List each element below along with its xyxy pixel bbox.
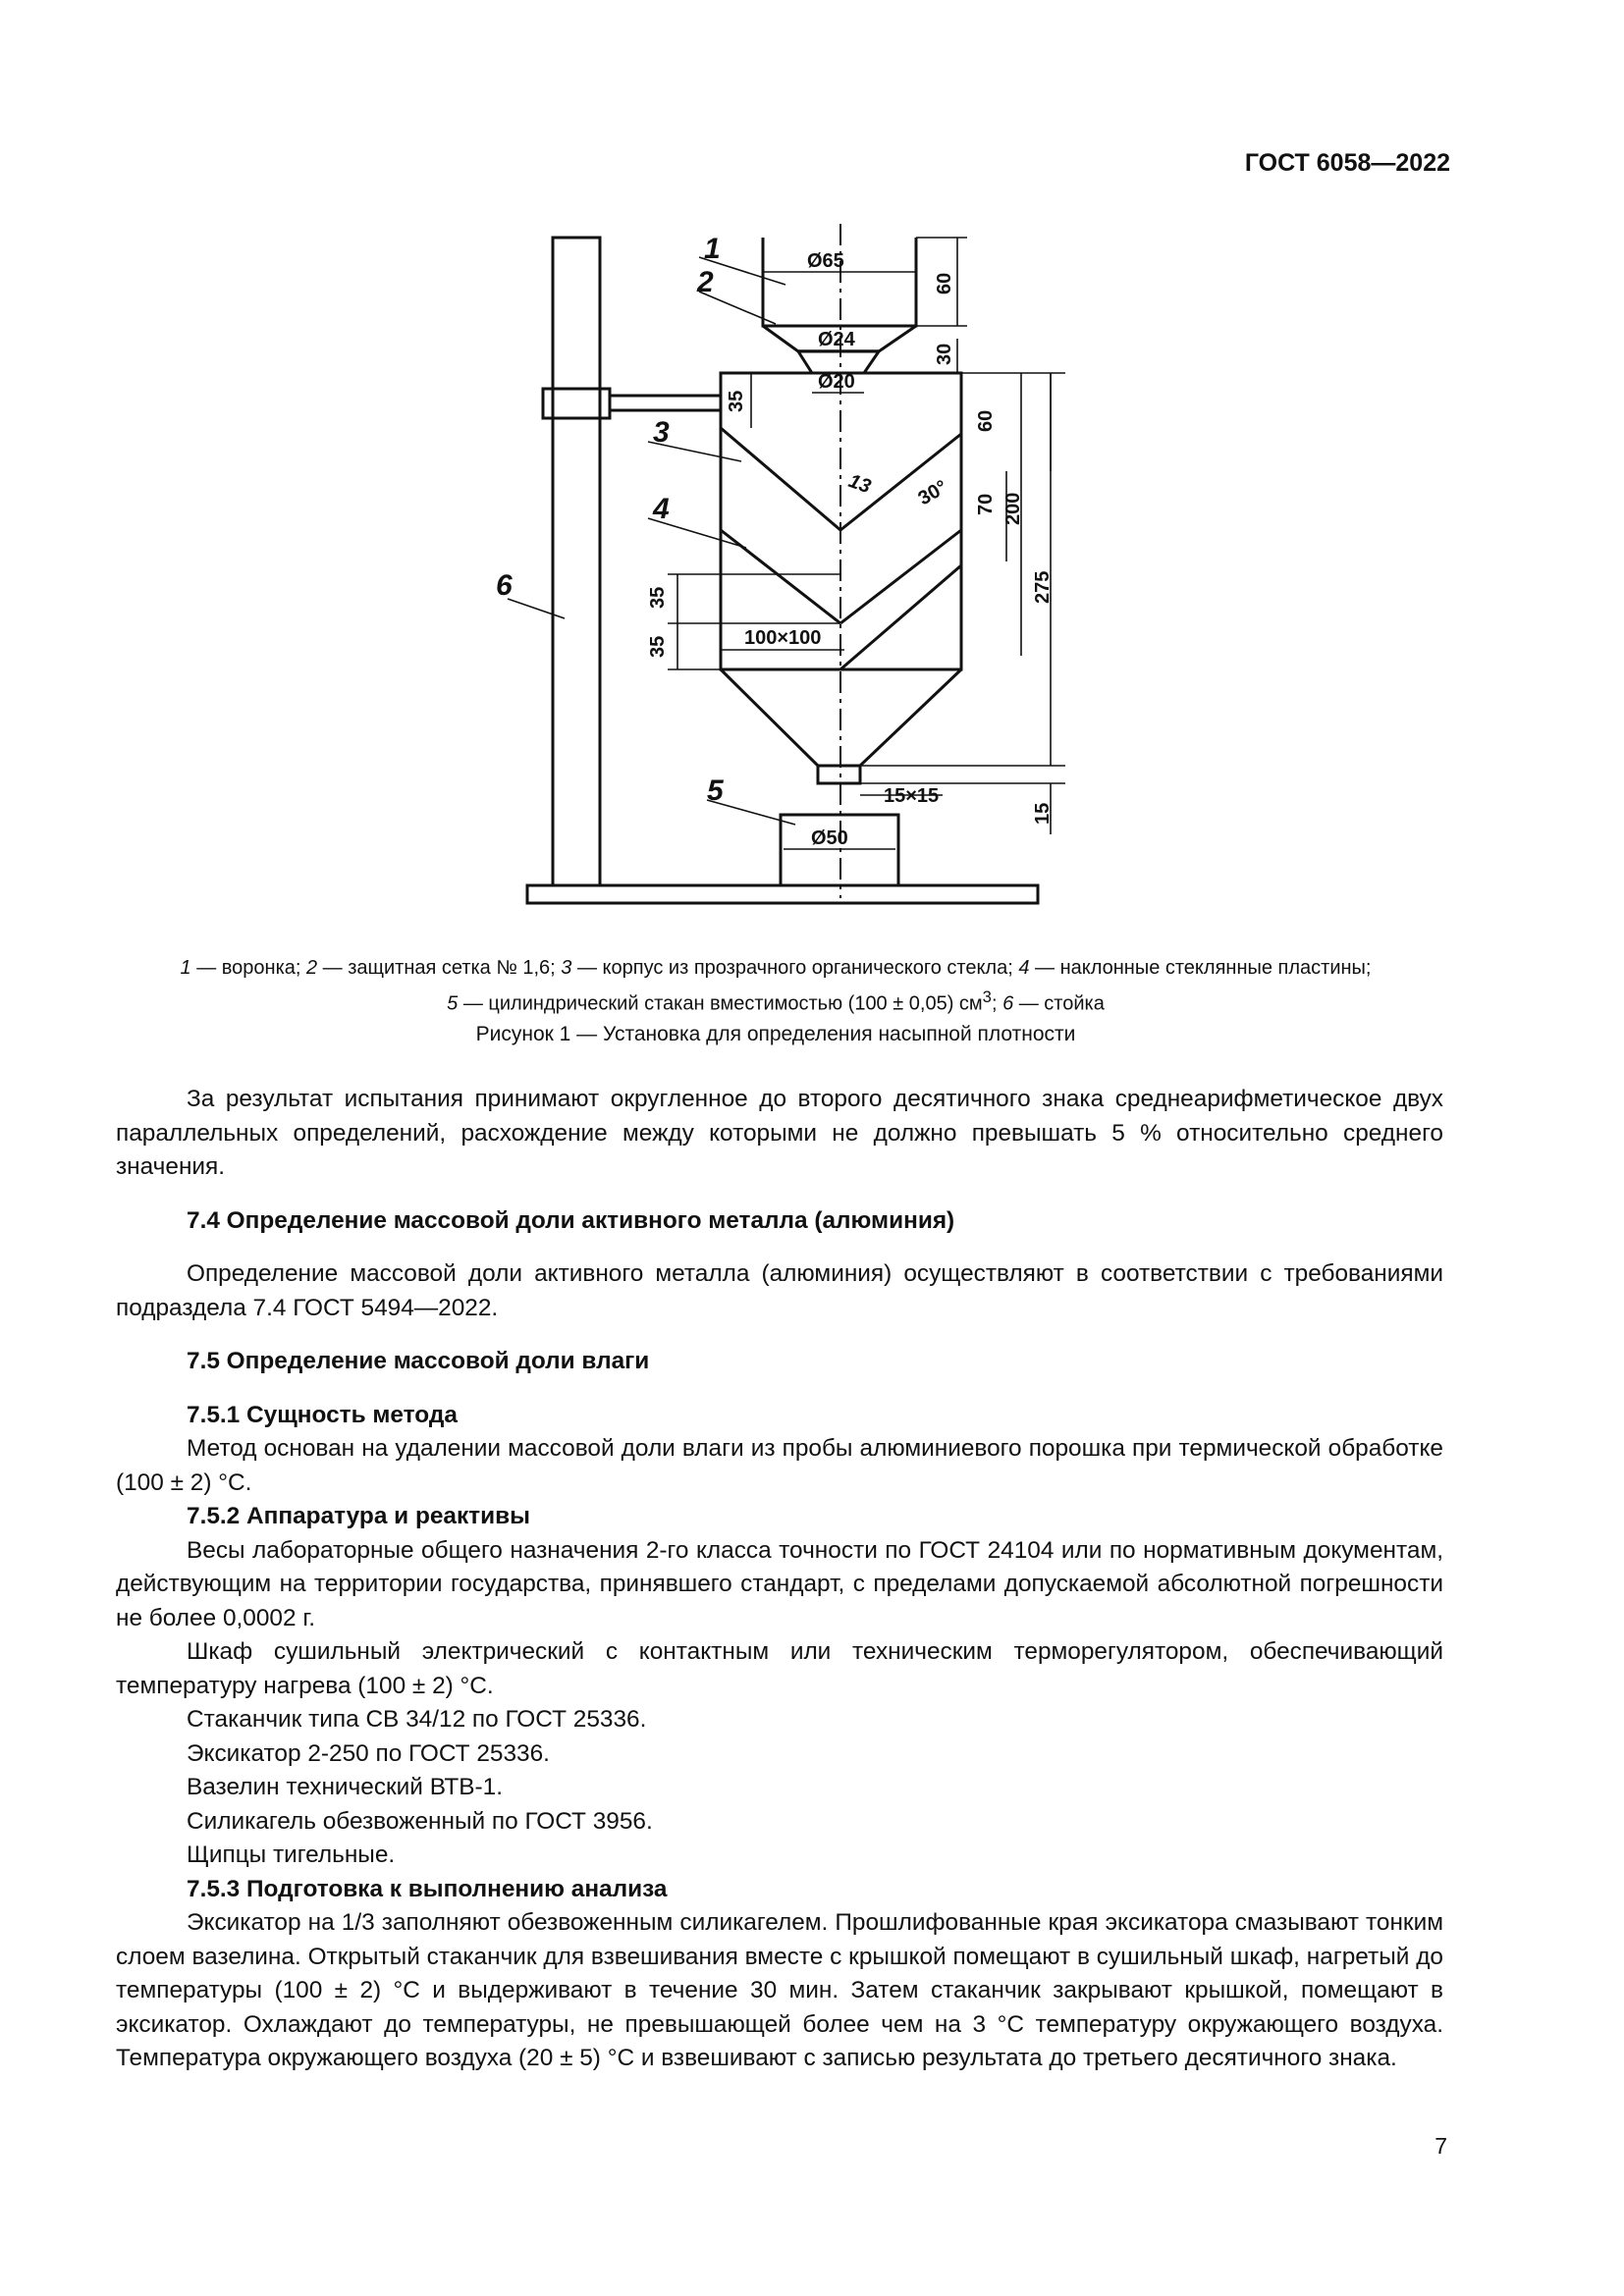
paragraph-oven: Шкаф сушильный электрический с контактным или техническим терморегулятором, обеспечивающий температуру нагрева (100 ± 2) °C. (116, 1638, 1443, 1699)
list-item-silica-gel: Силикагель обезвоженный по ГОСТ 3956. (187, 1807, 653, 1835)
figure-legend-line-1: 1 — воронка; 2 — защитная сетка № 1,6; 3 — корпус из прозрачного органического стекла; 4 — наклонные стеклянные пластины; (180, 957, 1372, 979)
heading-7-5-2: 7.5.2 Аппаратура и реактивы (187, 1503, 530, 1529)
paragraph-preparation: Эксикатор на 1/3 заполняют обезвоженным силикагелем. Прошлифованные края эксикатора смазывают тонким слоем вазелина. Открытый стаканчик для взвешивания вместе с крышкой помещают в сушильный шкаф, нагретый до температуры (100 ± 2) °C и выдерживают в течение 30 мин. Затем стаканчик закрывают крышкой, помещают в эксикатор. Охлаждают до температуры, не превышающей более чем на 3 °C температуру окружающего воздуха. Температура окружающего воздуха (20 ± 5) °C и взвешивают с записью результата до третьего десятичного знака. (116, 1909, 1443, 2071)
heading-7-5: 7.5 Определение массовой доли влаги (187, 1348, 650, 1374)
dim-d24: Ø24 (818, 329, 855, 350)
callout-6: 6 (496, 569, 513, 602)
list-item-beaker: Стаканчик типа СВ 34/12 по ГОСТ 25336. (187, 1706, 647, 1733)
document-header: ГОСТ 6058—2022 (1244, 149, 1450, 177)
dim-d50: Ø50 (811, 828, 848, 849)
dim-35-top: 35 (726, 390, 747, 412)
dim-15: 15 (1032, 802, 1054, 825)
heading-7-4: 7.4 Определение массовой доли активного металла (алюминия) (187, 1206, 955, 1234)
dim-200: 200 (1002, 492, 1024, 525)
dim-100x100: 100×100 (744, 627, 822, 649)
callout-4: 4 (653, 493, 670, 525)
dim-35-low: 35 (647, 635, 669, 658)
callout-1: 1 (704, 233, 721, 265)
dim-15x15: 15×15 (884, 785, 940, 807)
figure-title: Рисунок 1 — Установка для определения насыпной плотности (475, 1023, 1076, 1045)
list-item-tongs: Щипцы тигельные. (187, 1842, 396, 1868)
list-item-vaseline: Вазелин технический ВТВ-1. (187, 1774, 503, 1800)
callout-5: 5 (707, 774, 724, 807)
dim-70: 70 (975, 493, 997, 515)
heading-7-5-1: 7.5.1 Сущность метода (187, 1401, 458, 1428)
dim-d20: Ø20 (818, 371, 855, 393)
stand (553, 238, 600, 885)
dim-angle: 30° (914, 476, 951, 510)
paragraph-result: За результат испытания принимают округленное до второго десятичного знака среднеарифметическое двух параллельных определений, расхождение между которыми не должно превышать 5 % относительно среднего значения. (116, 1086, 1443, 1180)
page-number: 7 (1435, 2133, 1447, 2159)
dim-30: 30 (934, 343, 955, 365)
base-plate (527, 885, 1038, 903)
heading-7-5-3: 7.5.3 Подготовка к выполнению анализа (187, 1875, 668, 1902)
paragraph-method: Метод основан на удалении массовой доли влаги из пробы алюминиевого порошка при термической обработке (100 ± 2) °C. (116, 1435, 1443, 1496)
figure-legend-line-2: 5 — цилиндрический стакан вместимостью (100 ± 0,05) $см^3$; 6 — стойка (447, 988, 1105, 1015)
dim-60-body: 60 (975, 409, 997, 432)
paragraph-scales: Весы лабораторные общего назначения 2-го класса точности по ГОСТ 24104 или по нормативным документам, действующим на территории государства, принявшего стандарт, с пределами допускаемой абсолютной погрешности не более 0,0002 г. (116, 1536, 1443, 1631)
list-item-desiccator: Эксикатор 2-250 по ГОСТ 25336. (187, 1739, 550, 1767)
apparatus-figure (0, 0, 1624, 913)
dim-35-mid: 35 (647, 586, 669, 609)
paragraph-aluminium: Определение массовой доли активного металла (алюминия) осуществляют в соответствии с требованиями подраздела 7.4 ГОСТ 5494—2022. (116, 1260, 1443, 1321)
callout-2: 2 (697, 266, 714, 298)
callout-3: 3 (653, 416, 670, 449)
dim-d65: Ø65 (807, 250, 844, 272)
document-body (116, 1083, 1443, 2076)
dim-13: 13 (845, 470, 874, 499)
dim-60-top: 60 (934, 272, 955, 294)
dim-275: 275 (1032, 570, 1054, 604)
